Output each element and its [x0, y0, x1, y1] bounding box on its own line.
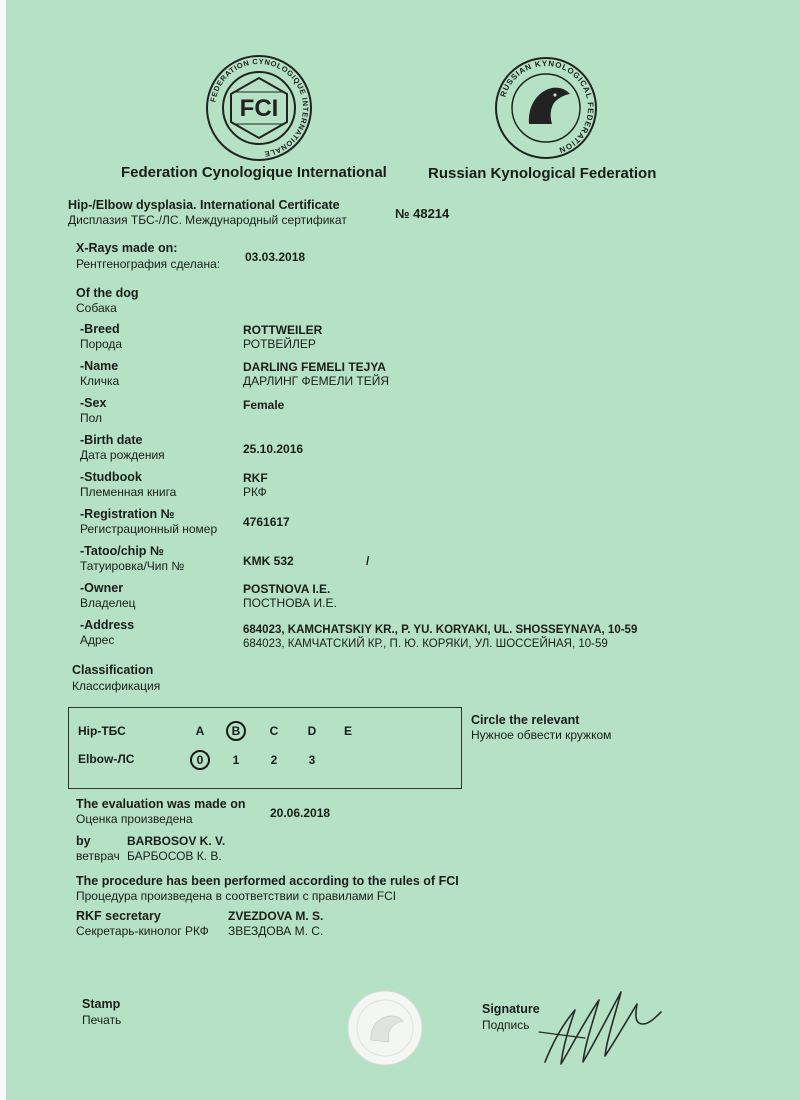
evaluation-label-ru: Оценка произведена: [76, 812, 193, 826]
tattoo-value: KMK 532: [243, 554, 294, 568]
address-value-en: 684023, KAMCHATSKIY KR., P. YU. KORYAKI, UL. SHOSSEYNAYA, 10-59: [243, 624, 638, 636]
registration-label-en: -Registration №: [80, 507, 175, 521]
svg-text:RUSSIAN KYNOLOGICAL FEDERATION: RUSSIAN KYNOLOGICAL FEDERATION: [498, 58, 596, 155]
evaluation-date: 20.06.2018: [270, 806, 331, 820]
dog-section-en: Of the dog: [76, 286, 139, 300]
vet-name-ru: БАРБОСОВ К. В.: [127, 849, 222, 863]
stamp-label-en: Stamp: [82, 997, 121, 1011]
rkf-logo: [484, 54, 608, 162]
hip-grade-c: C: [269, 724, 279, 738]
handwritten-signature: [525, 972, 685, 1072]
owner-label-en: -Owner: [80, 581, 124, 595]
sex-value: Female: [243, 398, 285, 412]
owner-value-en: POSTNOVA I.E.: [243, 582, 331, 596]
by-label-ru: ветврач: [76, 849, 120, 863]
dog-section-ru: Собака: [76, 301, 117, 315]
procedure-ru: Процедура произведена в соответствии с правилами FCI: [76, 889, 397, 903]
registration-value: 4761617: [243, 515, 290, 529]
certificate-number: № 48214: [395, 206, 450, 221]
rkf-org-name: Russian Kynological Federation: [428, 165, 657, 182]
hip-grade-b-circled: B: [226, 721, 246, 741]
elbow-grade-1: 1: [232, 753, 240, 767]
xray-label-en: X-Rays made on:: [76, 241, 178, 255]
signature-label-ru: Подпись: [482, 1018, 530, 1032]
hip-label: Hip-ТБС: [78, 724, 126, 738]
secretary-label-en: RKF secretary: [76, 909, 161, 923]
birth-value: 25.10.2016: [243, 442, 304, 456]
vet-name-en: BARBOSOV K. V.: [127, 834, 226, 848]
name-label-en: -Name: [80, 359, 119, 373]
xray-label-ru: Рентгенография сделана:: [76, 257, 221, 271]
breed-value-en: ROTTWEILER: [243, 323, 323, 337]
studbook-label-en: -Studbook: [80, 470, 142, 484]
secretary-label-ru: Секретарь-кинолог РКФ: [76, 924, 209, 938]
classification-label-ru: Классификация: [72, 679, 161, 693]
elbow-grade-0-circled: 0: [190, 750, 210, 770]
elbow-grade-2: 2: [270, 753, 278, 767]
svg-text:FCI: FCI: [239, 95, 279, 122]
elbow-grade-3: 3: [308, 753, 316, 767]
address-label-en: -Address: [80, 618, 135, 632]
stamp-seal-icon: [345, 988, 425, 1068]
sex-label-en: -Sex: [80, 396, 107, 410]
by-label-en: by: [76, 834, 91, 848]
procedure-en: The procedure has been performed according to the rules of FCI: [76, 874, 459, 888]
registration-label-ru: Регистрационный номер: [80, 522, 218, 536]
breed-label-en: -Breed: [80, 322, 120, 336]
paper-edge: [0, 0, 6, 1100]
hip-grade-a: A: [195, 724, 205, 738]
name-value-ru: ДАРЛИНГ ФЕМЕЛИ ТЕЙЯ: [243, 374, 390, 388]
breed-label-ru: Порода: [80, 337, 123, 351]
birth-label-en: -Birth date: [80, 433, 143, 447]
classification-box: [68, 707, 462, 789]
hip-grade-e: E: [343, 724, 352, 738]
studbook-value-ru: РКФ: [243, 485, 267, 499]
name-value-en: DARLING FEMELI TEJYA: [243, 360, 386, 374]
owner-value-ru: ПОСТНОВА И.Е.: [243, 596, 337, 610]
circle-note-ru: Нужное обвести кружком: [471, 728, 612, 742]
tattoo-label-ru: Татуировка/Чип №: [80, 559, 185, 573]
birth-label-ru: Дата рождения: [80, 448, 165, 462]
breed-value-ru: РОТВЕЙЛЕР: [243, 337, 316, 351]
owner-label-ru: Владелец: [80, 596, 136, 610]
sex-label-ru: Пол: [80, 411, 103, 425]
tattoo-separator: /: [366, 554, 370, 568]
secretary-name-en: ZVEZDOVA M. S.: [228, 909, 324, 923]
signature-label-en: Signature: [482, 1002, 540, 1016]
address-value-ru: 684023, КАМЧАТСКИЙ КР., П. Ю. КОРЯКИ, УЛ. ШОССЕЙНАЯ, 10-59: [243, 638, 608, 650]
address-label-ru: Адрес: [80, 633, 115, 647]
studbook-value-en: RKF: [243, 471, 268, 485]
hip-grade-d: D: [307, 724, 317, 738]
xray-date: 03.03.2018: [245, 250, 306, 264]
secretary-name-ru: ЗВЕЗДОВА М. С.: [228, 924, 324, 938]
fci-org-name: Federation Cynologique International: [121, 164, 387, 181]
evaluation-label-en: The evaluation was made on: [76, 797, 246, 811]
circle-note-en: Circle the relevant: [471, 713, 580, 727]
certificate-title-en: Hip-/Elbow dysplasia. International Certificate: [68, 198, 340, 212]
svg-text:FEDERATION CYNOLOGIQUE INTERNA: FEDERATION CYNOLOGIQUE INTERNATIONALE: [208, 56, 311, 159]
studbook-label-ru: Племенная книга: [80, 485, 177, 499]
certificate-title-ru: Дисплазия ТБС-/ЛС. Международный сертификат: [68, 213, 347, 227]
fci-logo: [205, 54, 313, 162]
classification-label-en: Classification: [72, 663, 154, 677]
tattoo-label-en: -Tatoo/chip №: [80, 544, 164, 558]
name-label-ru: Кличка: [80, 374, 120, 388]
elbow-label: Elbow-ЛС: [78, 752, 135, 766]
stamp-label-ru: Печать: [82, 1013, 122, 1027]
